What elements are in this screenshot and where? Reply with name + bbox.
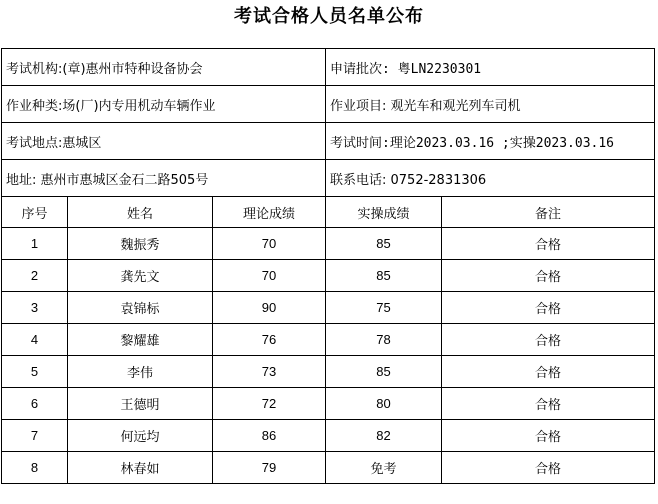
- row-name: 龚先文: [68, 260, 213, 292]
- table-row: [2, 452, 655, 484]
- row-index: 7: [2, 420, 68, 452]
- table-header-row: [2, 197, 655, 228]
- info-row-address: [2, 160, 655, 197]
- header-index: 序号: [2, 197, 68, 228]
- table-row: [2, 292, 655, 324]
- row-theory-score: 76: [213, 324, 326, 356]
- header-name: 姓名: [68, 197, 213, 228]
- row-theory-score: 72: [213, 388, 326, 420]
- row-practical-score: 免考: [326, 452, 442, 484]
- row-practical-score: 82: [326, 420, 442, 452]
- row-index: 5: [2, 356, 68, 388]
- row-index: 6: [2, 388, 68, 420]
- row-remark: 合格: [442, 228, 655, 260]
- header-theory-score: 理论成绩: [213, 197, 326, 228]
- table-row: [2, 324, 655, 356]
- row-name: 林春如: [68, 452, 213, 484]
- row-theory-score: 79: [213, 452, 326, 484]
- contact-phone: 联系电话: 0752-2831306: [326, 160, 655, 197]
- info-row-institution: [2, 49, 655, 86]
- row-remark: 合格: [442, 356, 655, 388]
- row-practical-score: 78: [326, 324, 442, 356]
- row-practical-score: 85: [326, 228, 442, 260]
- page-title: 考试合格人员名单公布: [234, 6, 424, 27]
- row-index: 8: [2, 452, 68, 484]
- exam-time: 考试时间:理论2023.03.16 ;实操2023.03.16: [326, 123, 655, 160]
- row-remark: 合格: [442, 388, 655, 420]
- exam-location: 考试地点:惠城区: [2, 123, 326, 160]
- work-category: 作业种类:场(厂)内专用机动车辆作业: [2, 86, 326, 123]
- row-remark: 合格: [442, 452, 655, 484]
- row-theory-score: 70: [213, 260, 326, 292]
- row-index: 1: [2, 228, 68, 260]
- row-name: 李伟: [68, 356, 213, 388]
- row-name: 袁锦标: [68, 292, 213, 324]
- row-name: 魏振秀: [68, 228, 213, 260]
- work-project: 作业项目: 观光车和观光列车司机: [326, 86, 655, 123]
- row-name: 黎耀雄: [68, 324, 213, 356]
- row-name: 何远均: [68, 420, 213, 452]
- row-remark: 合格: [442, 260, 655, 292]
- row-theory-score: 90: [213, 292, 326, 324]
- row-remark: 合格: [442, 420, 655, 452]
- info-row-category: [2, 86, 655, 123]
- table-row: [2, 228, 655, 260]
- row-index: 4: [2, 324, 68, 356]
- row-theory-score: 86: [213, 420, 326, 452]
- table-row: [2, 356, 655, 388]
- header-remark: 备注: [442, 197, 655, 228]
- table-row: [2, 388, 655, 420]
- row-remark: 合格: [442, 292, 655, 324]
- row-practical-score: 75: [326, 292, 442, 324]
- row-index: 2: [2, 260, 68, 292]
- application-batch: 申请批次: 粤LN2230301: [326, 49, 655, 86]
- table-row: [2, 420, 655, 452]
- row-practical-score: 85: [326, 260, 442, 292]
- row-name: 王德明: [68, 388, 213, 420]
- table-row: [2, 260, 655, 292]
- row-index: 3: [2, 292, 68, 324]
- row-practical-score: 85: [326, 356, 442, 388]
- exam-institution: 考试机构:(章)惠州市特种设备协会: [2, 49, 326, 86]
- address: 地址: 惠州市惠城区金石二路505号: [2, 160, 326, 197]
- row-practical-score: 80: [326, 388, 442, 420]
- qualified-personnel-table: [1, 48, 655, 484]
- row-remark: 合格: [442, 324, 655, 356]
- info-row-location: [2, 123, 655, 160]
- header-practical-score: 实操成绩: [326, 197, 442, 228]
- row-theory-score: 73: [213, 356, 326, 388]
- row-theory-score: 70: [213, 228, 326, 260]
